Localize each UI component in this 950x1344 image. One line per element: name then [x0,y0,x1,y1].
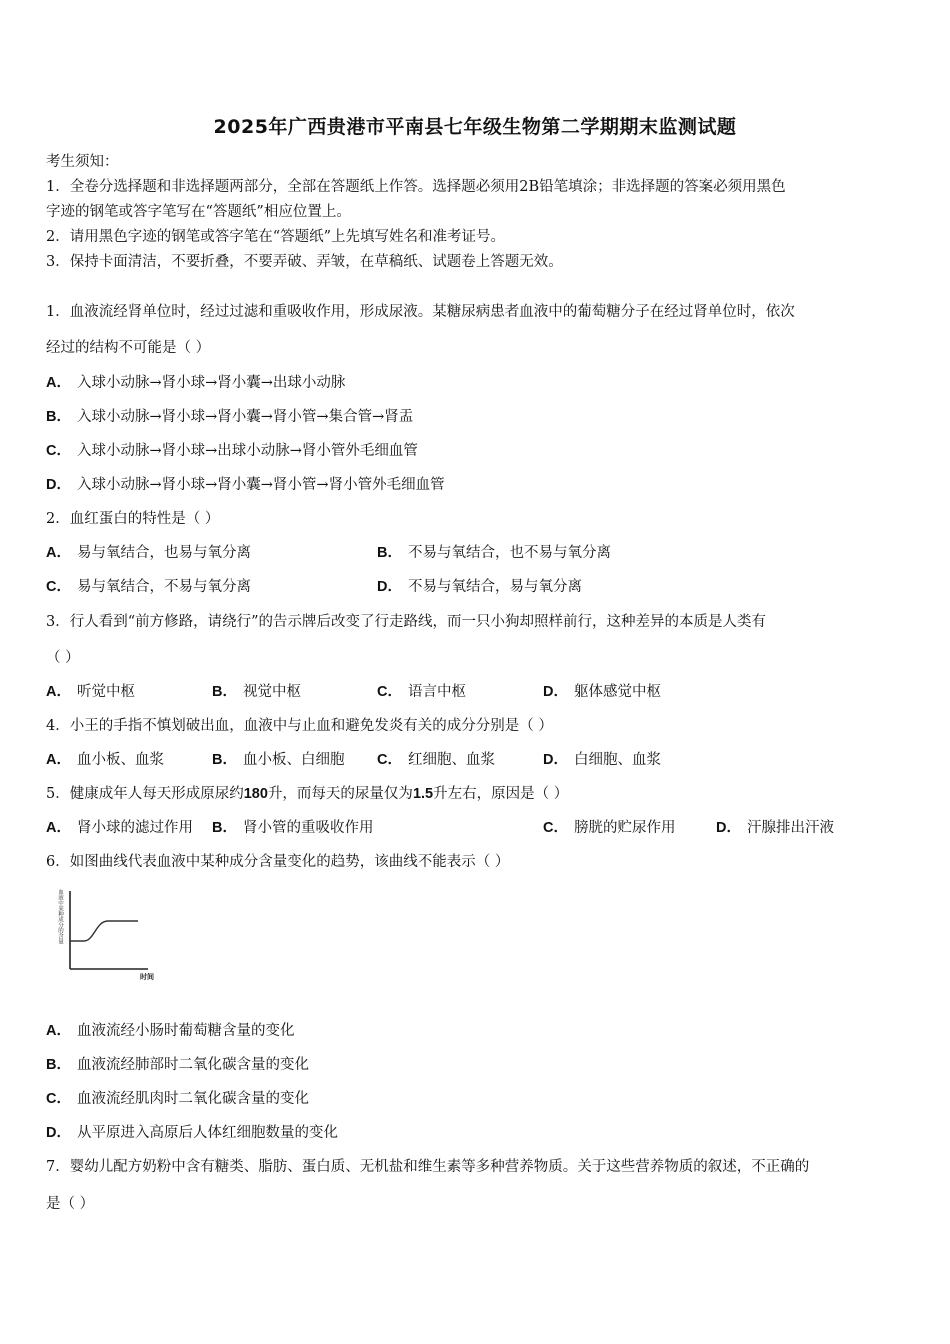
notice-item-3: 3．保持卡面清洁，不要折叠，不要弄破、弄皱，在草稿纸、试题卷上答题无效。 [46,254,563,270]
q2-option-b[interactable] [377,543,611,563]
q5-stem-part-b: 升，而每天的尿量仅为 [267,786,413,802]
option-label: C． [377,752,402,768]
option-label: A． [46,1023,71,1039]
q4-option-a[interactable] [46,750,164,770]
option-text: 语言中枢 [407,684,466,700]
notice-item-2: 2．请用黑色字迹的钢笔或答字笔在“答题纸”上先填写姓名和准考证号。 [46,229,506,245]
q6-curve-figure [56,885,166,985]
q2-stem: 2．血红蛋白的特性是（ ） [46,511,220,527]
q5-number-180: 180 [243,786,268,802]
option-label: A． [46,545,71,561]
q1-option-b[interactable] [46,407,413,427]
option-label: D． [716,820,741,836]
option-label: B． [46,409,71,425]
option-text: 躯体感觉中枢 [573,684,661,700]
option-label: A． [46,820,71,836]
q6-option-a[interactable] [46,1021,294,1041]
option-text: 入球小动脉→肾小球→肾小囊→出球小动脉 [76,375,346,391]
option-label: B． [212,820,237,836]
option-text: 血小板、白细胞 [242,752,345,768]
option-label: A． [46,684,71,700]
option-text: 从平原进入高原后人体红细胞数量的变化 [76,1125,338,1141]
option-label: D． [377,579,402,595]
q7-stem-line2: 是（ ） [46,1196,95,1212]
q2-option-a[interactable] [46,543,251,563]
q1-option-a[interactable] [46,373,345,393]
option-text: 不易与氧结合，也不易与氧分离 [407,545,611,561]
option-text: 红细胞、血浆 [407,752,495,768]
q1-stem-line1: 1．血液流经肾单位时，经过过滤和重吸收作用，形成尿液。某糖尿病患者血液中的葡萄糖分子在经过肾单位时，依次 [46,304,795,320]
option-text: 血液流经肺部时二氧化碳含量的变化 [76,1057,309,1073]
q3-stem-line2: （ ） [46,650,80,666]
option-label: C． [46,579,71,595]
option-text: 不易与氧结合，易与氧分离 [407,579,582,595]
option-text: 血液流经小肠时葡萄糖含量的变化 [76,1023,295,1039]
q3-stem-line1: 3．行人看到“前方修路，请绕行”的告示牌后改变了行走路线，而一只小狗却照样前行，这种差异的本质是人类有 [46,614,767,630]
notice-item-1a: 1．全卷分选择题和非选择题两部分，全部在答题纸上作答。选择题必须用2B铅笔填涂；非选择题的答案必须用黑色 [46,179,786,195]
q1-option-c[interactable] [46,441,418,461]
q4-option-d[interactable] [543,750,661,770]
option-text: 肾小球的滤过作用 [76,820,193,836]
exam-title: 2025年广西贵港市平南县七年级生物第二学期期末监测试题 [213,116,737,138]
option-label: D． [46,477,71,493]
q5-stem-part-a: 5．健康成年人每天形成原尿约 [46,786,244,802]
q3-option-a[interactable] [46,682,135,702]
option-text: 听觉中枢 [76,684,135,700]
option-label: B． [212,752,237,768]
option-text: 血小板、血浆 [76,752,164,768]
option-label: A． [46,752,71,768]
q4-option-c[interactable] [377,750,495,770]
option-label: C． [46,1091,71,1107]
q3-option-b[interactable] [212,682,301,702]
q5-option-c[interactable] [543,818,675,838]
q5-number-1-5: 1.5 [412,786,434,802]
option-label: B． [212,684,237,700]
option-text: 入球小动脉→肾小球→肾小囊→肾小管→集合管→肾盂 [76,409,414,425]
q5-option-a[interactable] [46,818,193,838]
q3-option-d[interactable] [543,682,661,702]
q5-option-b[interactable] [212,818,373,838]
option-text: 白细胞、血浆 [573,752,661,768]
q2-option-d[interactable] [377,577,582,597]
chart-y-label: 血液中某种成分的含量 [57,889,63,944]
option-label: B． [46,1057,71,1073]
option-label: B． [377,545,402,561]
option-label: D． [543,752,568,768]
q6-option-c[interactable] [46,1089,309,1109]
option-text: 入球小动脉→肾小球→出球小动脉→肾小管外毛细血管 [76,443,418,459]
q5-stem [46,784,568,804]
option-text: 易与氧结合，也易与氧分离 [76,545,251,561]
option-text: 膀胱的贮尿作用 [573,820,676,836]
q3-option-c[interactable] [377,682,466,702]
option-label: D． [46,1125,71,1141]
option-label: C． [46,443,71,459]
q4-stem: 4．小王的手指不慎划破出血，血液中与止血和避免发炎有关的成分分别是（ ） [46,718,553,734]
q1-stem-line2: 经过的结构不可能是（ ） [46,340,211,356]
q6-option-b[interactable] [46,1055,309,1075]
q6-option-d[interactable] [46,1123,338,1143]
q2-option-c[interactable] [46,577,251,597]
notice-item-1b: 字迹的钢笔或答字笔写在“答题纸”相应位置上。 [46,204,351,220]
option-text: 汗腺排出汗液 [746,820,834,836]
option-text: 入球小动脉→肾小球→肾小囊→肾小管→肾小管外毛细血管 [76,477,445,493]
option-label: C． [543,820,568,836]
q5-option-d[interactable] [716,818,834,838]
option-label: C． [377,684,402,700]
option-text: 肾小管的重吸收作用 [242,820,374,836]
q5-stem-part-c: 升左右，原因是（ ） [433,786,569,802]
option-text: 视觉中枢 [242,684,301,700]
option-text: 易与氧结合，不易与氧分离 [76,579,251,595]
chart-x-label: 时间 [140,973,154,981]
q1-option-d[interactable] [46,475,445,495]
notice-heading: 考生须知： [46,154,119,170]
option-text: 血液流经肌肉时二氧化碳含量的变化 [76,1091,309,1107]
option-label: D． [543,684,568,700]
q7-stem-line1: 7．婴幼儿配方奶粉中含有糖类、脂肪、蛋白质、无机盐和维生素等多种营养物质。关于这些营养物质的叙述，不正确的 [46,1159,810,1175]
option-label: A． [46,375,71,391]
content-curve [70,921,138,941]
q6-stem: 6．如图曲线代表血液中某种成分含量变化的趋势，该曲线不能表示（ ） [46,854,510,870]
q4-option-b[interactable] [212,750,344,770]
